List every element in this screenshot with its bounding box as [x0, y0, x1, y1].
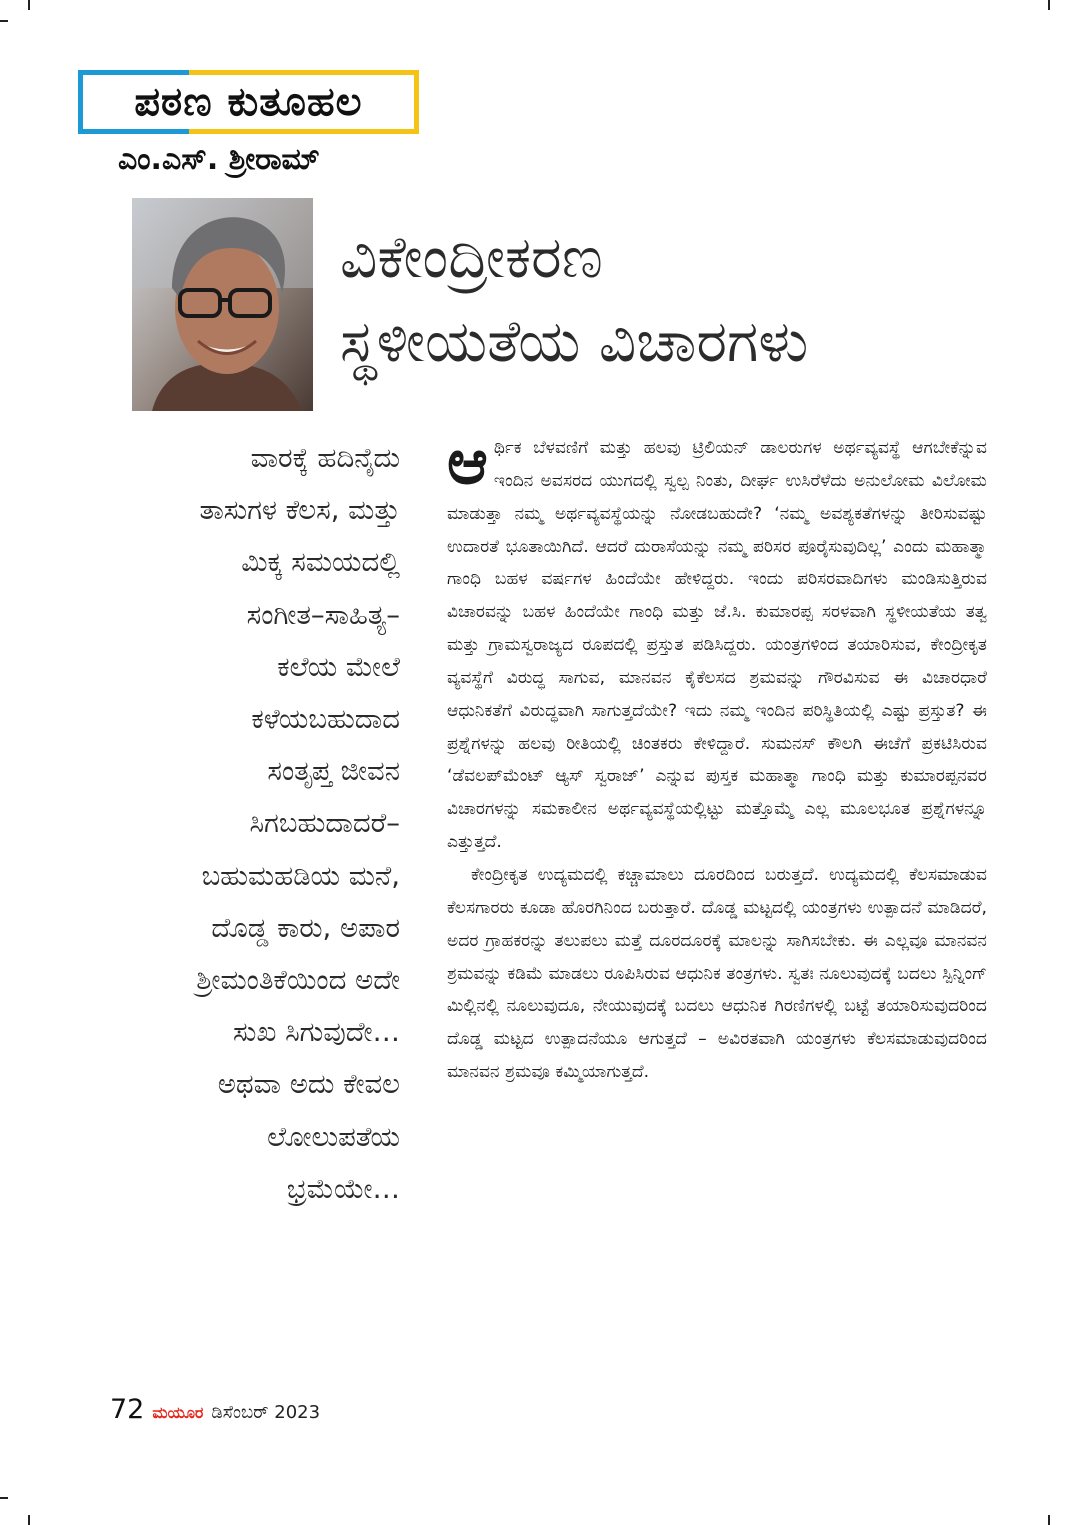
pull-quote-line: ಸಿಗಬಹುದಾದರೆ– [249, 807, 400, 840]
pull-quote-line: ಬಹುಮಹಡಿಯ ಮನೆ, [201, 859, 400, 892]
page-footer [110, 1394, 320, 1425]
page-number: 72 [110, 1394, 145, 1425]
headline-line-1: ವಿಕೇಂದ್ರೀಕರಣ [340, 223, 603, 291]
badge-accent-bottom [189, 129, 419, 134]
pull-quote-line: ಸಂಗೀತ–ಸಾಹಿತ್ಯ– [246, 598, 400, 631]
badge-accent-top [189, 70, 419, 75]
pull-quote-line: ತಾಸುಗಳ ಕೆಲಸ, ಮತ್ತು [199, 494, 400, 527]
paragraph-1-text: ರ್ಥಿಕ ಬೆಳವಣಿಗೆ ಮತ್ತು ಹಲವು ಟ್ರಿಲಿಯನ್ ಡಾಲರುಗಳ ಅರ್ಥವ್ಯವಸ್ಥೆ ಆಗಬೇಕೆನ್ನುವ ಇಂದಿನ ಅವಸರದ ಯುಗದಲ್ಲಿ ಸ್ವಲ್ಪ ನಿಂತು, ದೀರ್ಘ ಉಸಿರೆಳೆದು ಅನುಲೋಮ ವಿಲೋಮ ಮಾಡುತ್ತಾ ನಮ್ಮ ಅರ್ಥವ್ಯವಸ್ಥೆಯನ್ನು ನೋಡಬಹುದೇ? ‘ನಮ್ಮ ಅವಶ್ಯಕತೆಗಳನ್ನು ತೀರಿಸುವಷ್ಟು ಉದಾರತೆ ಭೂತಾಯಿಗಿದೆ. ಆದರೆ ದುರಾಸೆಯನ್ನು ನಮ್ಮ ಪರಿಸರ ಪೂರೈಸುವುದಿಲ್ಲ’ ಎಂದು ಮಹಾತ್ಮಾ ಗಾಂಧಿ ಬಹಳ ವರ್ಷಗಳ ಹಿಂದೆಯೇ ಹೇಳಿದ್ದರು. ಇಂದು ಪರಿಸರವಾದಿಗಳು ಮಂಡಿಸುತ್ತಿರುವ ವಿಚಾರವನ್ನು ಬಹಳ ಹಿಂದೆಯೇ ಗಾಂಧಿ ಮತ್ತು ಜೆ.ಸಿ. ಕುಮಾರಪ್ಪ ಸರಳವಾಗಿ ಸ್ಥಳೀಯತೆಯ ತತ್ವ ಮತ್ತು ಗ್ರಾಮಸ್ವರಾಜ್ಯದ ರೂಪದಲ್ಲಿ ಪ್ರಸ್ತುತ ಪಡಿಸಿದ್ದರು. ಯಂತ್ರಗಳಿಂದ ತಯಾರಿಸುವ, ಕೇಂದ್ರೀಕೃತ ವ್ಯವಸ್ಥೆಗೆ ವಿರುದ್ಧ ಸಾಗುವ, ಮಾನವನ ಕೈಕೆಲಸದ ಶ್ರಮವನ್ನು ಗೌರವಿಸುವ ಈ ವಿಚಾರಧಾರೆ ಆಧುನಿಕತೆಗೆ ವಿರುದ್ಧವಾಗಿ ಸಾಗುತ್ತದೆಯೇ? ಇದು ನಮ್ಮ ಇಂದಿನ ಪರಿಸ್ಥಿತಿಯಲ್ಲಿ ಎಷ್ಟು ಪ್ರಸ್ತುತ? ಈ ಪ್ರಶ್ನೆಗಳನ್ನು ಹಲವು ರೀತಿಯಲ್ಲಿ ಚಿಂತಕರು ಕೇಳಿದ್ದಾರೆ. ಸುಮನಸ್ ಕೌಲಗಿ ಈಚೆಗೆ ಪ್ರಕಟಿಸಿರುವ ‘ಡೆವಲಪ್‌ಮೆಂಟ್ ಆ್ಯಸ್ ಸ್ವರಾಜ್’ ಎನ್ನುವ ಪುಸ್ತಕ ಮಹಾತ್ಮಾ ಗಾಂಧಿ ಮತ್ತು ಕುಮಾರಪ್ಪನವರ ವಿಚಾರಗಳನ್ನು ಸಮಕಾಲೀನ ಅರ್ಥವ್ಯವಸ್ಥೆಯಲ್ಲಿಟ್ಟು ಮತ್ತೊಮ್ಮೆ ಎಲ್ಲ ಮೂಲಭೂತ ಪ್ರಶ್ನೆಗಳನ್ನೂ ಎತ್ತುತ್ತದೆ. [447, 438, 987, 853]
issue-date: ಡಿಸೆಂಬರ್ 2023 [211, 1402, 321, 1423]
pull-quote-line: ಮಿಕ್ಕ ಸಮಯದಲ್ಲಿ [241, 546, 400, 579]
pull-quote-line: ಸುಖ ಸಿಗುವುದೇ… [232, 1016, 400, 1049]
paragraph-1 [447, 425, 987, 859]
paragraph-2: ಕೇಂದ್ರೀಕೃತ ಉದ್ಯಮದಲ್ಲಿ ಕಚ್ಚಾಮಾಲು ದೂರದಿಂದ ಬರುತ್ತದೆ. ಉದ್ಯಮದಲ್ಲಿ ಕೆಲಸಮಾಡುವ ಕೆಲಸಗಾರರು ಕೂಡಾ ಹೊರಗಿನಿಂದ ಬರುತ್ತಾರೆ. ದೊಡ್ಡ ಮಟ್ಟದಲ್ಲಿ ಯಂತ್ರಗಳು ಉತ್ಪಾದನೆ ಮಾಡಿದರೆ, ಅದರ ಗ್ರಾಹಕರನ್ನು ತಲುಪಲು ಮತ್ತೆ ದೂರದೂರಕ್ಕೆ ಮಾಲನ್ನು ಸಾಗಿಸಬೇಕು. ಈ ಎಲ್ಲವೂ ಮಾನವನ ಶ್ರಮವನ್ನು ಕಡಿಮೆ ಮಾಡಲು ರೂಪಿಸಿರುವ ಆಧುನಿಕ ತಂತ್ರಗಳು. ಸ್ವತಃ ನೂಲುವುದಕ್ಕೆ ಬದಲು ಸ್ಪಿನ್ನಿಂಗ್ ಮಿಲ್ಲಿನಲ್ಲಿ ನೂಲುವುದೂ, ನೇಯುವುದಕ್ಕೆ ಬದಲು ಆಧುನಿಕ ಗಿರಣಿಗಳಲ್ಲಿ ಬಟ್ಟೆ ತಯಾರಿಸುವುದರಿಂದ ದೊಡ್ಡ ಮಟ್ಟದ ಉತ್ಪಾದನೆಯೂ ಆಗುತ್ತದೆ – ಅವಿರತವಾಗಿ ಯಂತ್ರಗಳು ಕೆಲಸಮಾಡುವುದರಿಂದ ಮಾನವನ ಶ್ರಮವೂ ಕಮ್ಮಿಯಾಗುತ್ತದೆ. [447, 864, 987, 1083]
drop-cap: ಆ [447, 425, 488, 498]
pull-quote [108, 432, 400, 1215]
pull-quote-line: ಅಥವಾ ಅದು ಕೇವಲ [217, 1068, 400, 1101]
headline-line-2: ಸ್ಥಳೀಯತೆಯ ವಿಚಾರಗಳು [340, 307, 809, 375]
crop-mark [28, 1515, 30, 1525]
crop-mark [1048, 0, 1050, 10]
article-body [447, 425, 987, 1089]
author-name: ಎಂ.ಎಸ್. ಶ್ರೀರಾಮ್ [118, 142, 320, 177]
column-name: ಪಠಣ ಕುತೂಹಲ [134, 79, 363, 125]
pull-quote-line: ಲೋಲುಪತೆಯ [267, 1120, 400, 1153]
crop-mark [1048, 1515, 1050, 1525]
pull-quote-line: ಕಲೆಯ ಮೇಲೆ [277, 650, 400, 683]
pull-quote-line: ಸಂತೃಪ್ತ ಜೀವನ [267, 755, 400, 788]
crop-mark [0, 20, 8, 22]
column-badge [78, 70, 419, 134]
pull-quote-line: ವಾರಕ್ಕೆ ಹದಿನೈದು [250, 442, 400, 474]
pull-quote-line: ದೊಡ್ಡ ಕಾರು, ಅಪಾರ [211, 911, 400, 944]
pull-quote-line: ಶ್ರೀಮಂತಿಕೆಯಿಂದ ಅದೇ [196, 964, 400, 997]
pull-quote-line: ಕಳೆಯಬಹುದಾದ [251, 703, 400, 736]
pull-quote-line: ಭ್ರಮೆಯೇ… [286, 1172, 400, 1205]
headline [340, 215, 1040, 383]
author-photo [132, 198, 313, 411]
magazine-name: ಮಯೂರ [152, 1403, 204, 1422]
crop-mark [28, 0, 30, 10]
crop-mark [0, 1497, 8, 1499]
